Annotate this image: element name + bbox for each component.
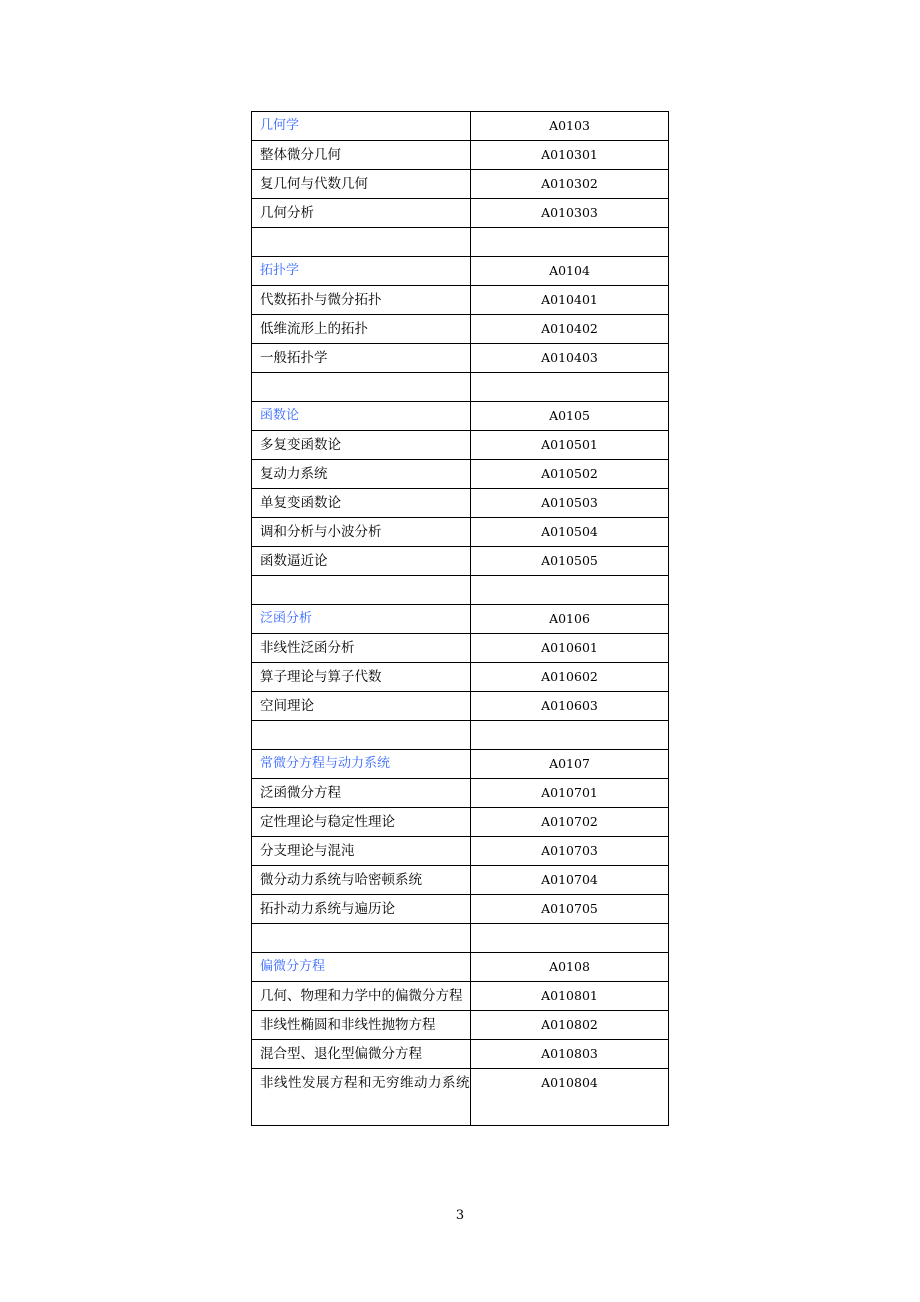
discipline-code-cell: A010804 bbox=[471, 1069, 669, 1126]
discipline-code-cell: A010301 bbox=[471, 141, 669, 170]
discipline-name-cell: 单复变函数论 bbox=[252, 489, 471, 518]
discipline-name-cell: 代数拓扑与微分拓扑 bbox=[252, 286, 471, 315]
category-row bbox=[252, 402, 669, 431]
table-row bbox=[252, 663, 669, 692]
table-row bbox=[252, 170, 669, 199]
discipline-code-cell: A010602 bbox=[471, 663, 669, 692]
discipline-code-cell bbox=[471, 373, 669, 402]
table-row bbox=[252, 779, 669, 808]
discipline-name-cell: 非线性泛函分析 bbox=[252, 634, 471, 663]
table-row bbox=[252, 489, 669, 518]
table-row bbox=[252, 460, 669, 489]
blank-row bbox=[252, 373, 669, 402]
category-name-cell: 几何学 bbox=[252, 112, 471, 141]
discipline-code-cell: A010803 bbox=[471, 1040, 669, 1069]
table-row bbox=[252, 344, 669, 373]
discipline-name-cell: 分支理论与混沌 bbox=[252, 837, 471, 866]
discipline-name-cell: 非线性椭圆和非线性抛物方程 bbox=[252, 1011, 471, 1040]
discipline-code-cell: A0106 bbox=[471, 605, 669, 634]
discipline-name-cell: 低维流形上的拓扑 bbox=[252, 315, 471, 344]
discipline-code-cell: A010701 bbox=[471, 779, 669, 808]
blank-row bbox=[252, 576, 669, 605]
discipline-name-cell: 微分动力系统与哈密顿系统 bbox=[252, 866, 471, 895]
table-row bbox=[252, 808, 669, 837]
discipline-name-cell: 非线性发展方程和无穷维动力系统 bbox=[252, 1069, 471, 1126]
discipline-code-cell: A010501 bbox=[471, 431, 669, 460]
category-row bbox=[252, 257, 669, 286]
category-name-cell: 泛函分析 bbox=[252, 605, 471, 634]
category-name-cell: 常微分方程与动力系统 bbox=[252, 750, 471, 779]
table-row bbox=[252, 895, 669, 924]
discipline-code-cell: A010601 bbox=[471, 634, 669, 663]
discipline-code-cell: A010802 bbox=[471, 1011, 669, 1040]
discipline-name-cell: 几何、物理和力学中的偏微分方程 bbox=[252, 982, 471, 1011]
discipline-code-cell: A0107 bbox=[471, 750, 669, 779]
discipline-code-cell: A010801 bbox=[471, 982, 669, 1011]
discipline-code-cell: A010503 bbox=[471, 489, 669, 518]
discipline-name-cell: 复动力系统 bbox=[252, 460, 471, 489]
table-row bbox=[252, 692, 669, 721]
category-row bbox=[252, 750, 669, 779]
table-row bbox=[252, 199, 669, 228]
page-number: 3 bbox=[455, 1208, 465, 1223]
discipline-code-cell: A010703 bbox=[471, 837, 669, 866]
discipline-name-cell: 一般拓扑学 bbox=[252, 344, 471, 373]
blank-row bbox=[252, 228, 669, 257]
discipline-code-cell: A010401 bbox=[471, 286, 669, 315]
discipline-code-cell: A010402 bbox=[471, 315, 669, 344]
table-row bbox=[252, 866, 669, 895]
discipline-name-cell bbox=[252, 721, 471, 750]
table-row bbox=[252, 1069, 669, 1126]
discipline-name-cell: 调和分析与小波分析 bbox=[252, 518, 471, 547]
blank-row bbox=[252, 721, 669, 750]
discipline-code-cell: A010303 bbox=[471, 199, 669, 228]
table-body bbox=[252, 112, 669, 1126]
discipline-code-cell: A0108 bbox=[471, 953, 669, 982]
table-row bbox=[252, 518, 669, 547]
discipline-code-cell bbox=[471, 576, 669, 605]
category-name-cell: 拓扑学 bbox=[252, 257, 471, 286]
discipline-name-cell bbox=[252, 924, 471, 953]
table-row bbox=[252, 1011, 669, 1040]
discipline-name-cell: 定性理论与稳定性理论 bbox=[252, 808, 471, 837]
discipline-name-cell: 函数逼近论 bbox=[252, 547, 471, 576]
category-name-cell: 函数论 bbox=[252, 402, 471, 431]
category-name-cell: 偏微分方程 bbox=[252, 953, 471, 982]
discipline-code-cell: A010705 bbox=[471, 895, 669, 924]
discipline-code-table bbox=[251, 111, 669, 1126]
discipline-code-cell: A0105 bbox=[471, 402, 669, 431]
discipline-code-cell bbox=[471, 721, 669, 750]
table-row bbox=[252, 982, 669, 1011]
discipline-code-cell: A010704 bbox=[471, 866, 669, 895]
discipline-name-cell: 整体微分几何 bbox=[252, 141, 471, 170]
discipline-name-cell: 复几何与代数几何 bbox=[252, 170, 471, 199]
discipline-name-cell: 混合型、退化型偏微分方程 bbox=[252, 1040, 471, 1069]
discipline-name-cell: 多复变函数论 bbox=[252, 431, 471, 460]
discipline-name-cell: 空间理论 bbox=[252, 692, 471, 721]
table-row bbox=[252, 431, 669, 460]
discipline-code-cell: A010505 bbox=[471, 547, 669, 576]
table-row bbox=[252, 141, 669, 170]
discipline-code-cell: A010302 bbox=[471, 170, 669, 199]
table-row bbox=[252, 1040, 669, 1069]
discipline-name-cell bbox=[252, 373, 471, 402]
discipline-name-cell: 几何分析 bbox=[252, 199, 471, 228]
table-row bbox=[252, 286, 669, 315]
discipline-code-cell bbox=[471, 924, 669, 953]
discipline-code-cell: A010603 bbox=[471, 692, 669, 721]
table-row bbox=[252, 547, 669, 576]
discipline-code-cell: A0103 bbox=[471, 112, 669, 141]
category-row bbox=[252, 112, 669, 141]
discipline-code-cell: A010403 bbox=[471, 344, 669, 373]
discipline-name-cell: 拓扑动力系统与遍历论 bbox=[252, 895, 471, 924]
discipline-code-cell: A010702 bbox=[471, 808, 669, 837]
discipline-code-cell bbox=[471, 228, 669, 257]
discipline-name-cell bbox=[252, 576, 471, 605]
table-row bbox=[252, 634, 669, 663]
blank-row bbox=[252, 924, 669, 953]
category-row bbox=[252, 605, 669, 634]
category-row bbox=[252, 953, 669, 982]
discipline-code-cell: A010502 bbox=[471, 460, 669, 489]
discipline-name-cell bbox=[252, 228, 471, 257]
table-row bbox=[252, 315, 669, 344]
discipline-name-cell: 泛函微分方程 bbox=[252, 779, 471, 808]
discipline-code-cell: A0104 bbox=[471, 257, 669, 286]
discipline-name-cell: 算子理论与算子代数 bbox=[252, 663, 471, 692]
table-row bbox=[252, 837, 669, 866]
discipline-code-cell: A010504 bbox=[471, 518, 669, 547]
